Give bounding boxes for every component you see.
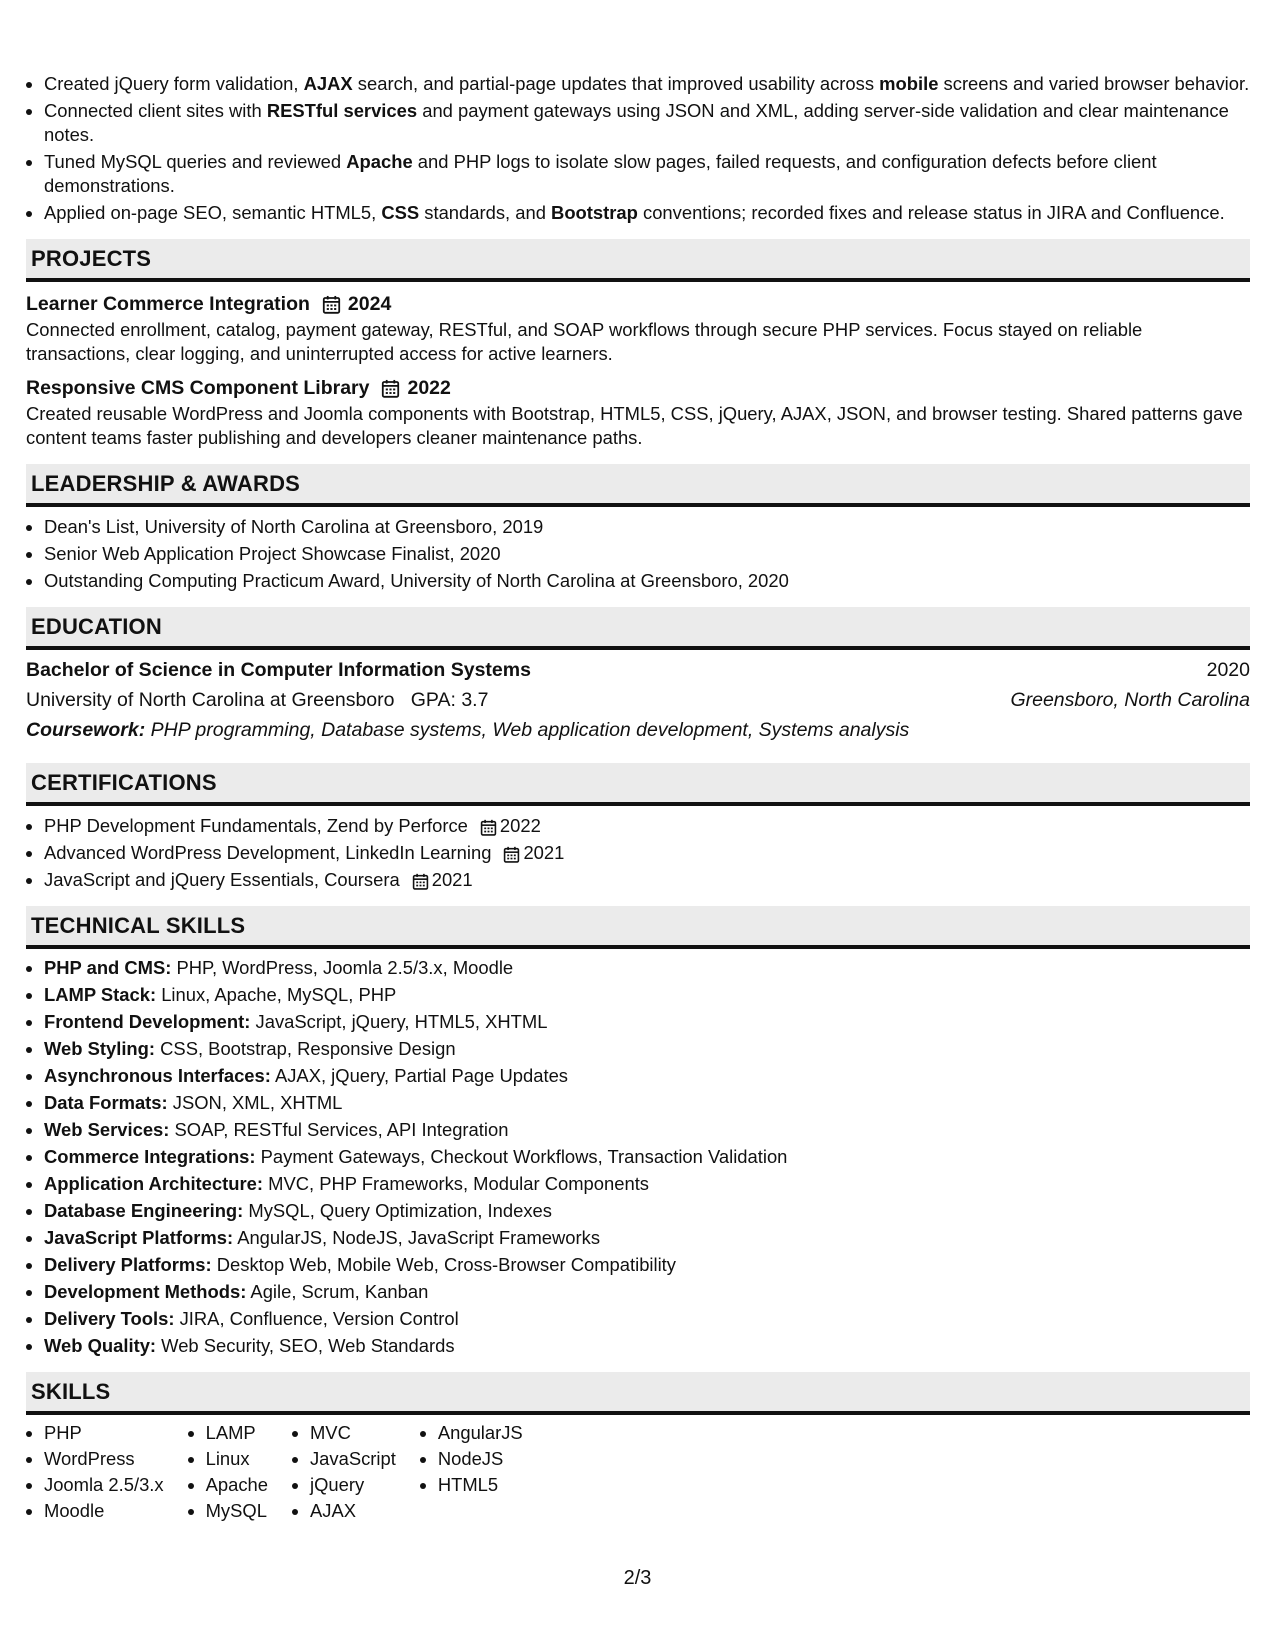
skill-item: • WordPress xyxy=(44,1447,164,1471)
certification-item xyxy=(44,841,1250,865)
skill-values: CSS, Bootstrap, Responsive Design xyxy=(155,1038,456,1059)
technical-skill-item xyxy=(44,1172,1250,1196)
certification-year: 2021 xyxy=(523,842,565,863)
calendar-icon xyxy=(480,819,497,836)
bullet-text: screens and varied browser behavior. xyxy=(938,73,1250,94)
bullet-text: and PHP logs to isolate slow pages, failed requests, and configuration defects before client demonstrations. xyxy=(44,151,1157,196)
section-title: LEADERSHIP & AWARDS xyxy=(31,471,301,496)
section-title: EDUCATION xyxy=(31,614,162,639)
skill-category: LAMP Stack: xyxy=(44,984,157,1005)
experience-bullet-list xyxy=(26,72,1250,225)
skill-item: • Moodle xyxy=(44,1499,164,1523)
skill-category: Delivery Platforms: xyxy=(44,1254,212,1275)
skill-values: Payment Gateways, Checkout Workflows, Transaction Validation xyxy=(255,1146,788,1167)
skill-item: • Linux xyxy=(206,1447,268,1471)
coursework-text: PHP programming, Database systems, Web application development, Systems analysis xyxy=(150,719,910,741)
experience-bullet xyxy=(44,99,1250,147)
technical-skill-item xyxy=(44,1064,1250,1088)
education-school-row xyxy=(26,685,1250,715)
skill-category: Web Styling: xyxy=(44,1038,156,1059)
skill-category: JavaScript Platforms: xyxy=(44,1227,234,1248)
keyword: Bootstrap xyxy=(551,202,638,223)
section-title: PROJECTS xyxy=(31,246,152,271)
skill-category: Data Formats: xyxy=(44,1092,168,1113)
projects-list xyxy=(26,290,1250,450)
award-item: • Dean's List, University of North Carolina at Greensboro, 2019 xyxy=(44,515,1250,539)
certification-name: Advanced WordPress Development, LinkedIn Learning xyxy=(44,842,492,863)
degree-title: Bachelor of Science in Computer Information Systems xyxy=(26,659,531,681)
project-title: Responsive CMS Component Library xyxy=(26,377,370,399)
project-item xyxy=(26,290,1250,366)
keyword: RESTful services xyxy=(266,100,418,121)
skill-values: Agile, Scrum, Kanban xyxy=(246,1281,429,1302)
technical-skills-list xyxy=(26,956,1250,1358)
calendar-icon xyxy=(381,379,400,398)
project-description: Created reusable WordPress and Joomla components with Bootstrap, HTML5, CSS, jQuery, AJAX, JSON, and browser testing. Shared patterns gave content teams faster publishing and developers cleaner maintenance paths. xyxy=(26,403,1243,448)
skill-values: Web Security, SEO, Web Standards xyxy=(156,1335,455,1356)
technical-skill-item xyxy=(44,1226,1250,1250)
technical-skill-item xyxy=(44,1307,1250,1331)
skill-values: Linux, Apache, MySQL, PHP xyxy=(156,984,397,1005)
technical-skill-item xyxy=(44,1199,1250,1223)
section-header-skills xyxy=(26,1372,1250,1415)
technical-skill-item xyxy=(44,1091,1250,1115)
skill-category: Frontend Development: xyxy=(44,1011,251,1032)
skill-category: Delivery Tools: xyxy=(44,1308,175,1329)
skill-category: Web Quality: xyxy=(44,1335,157,1356)
section-title: CERTIFICATIONS xyxy=(31,770,217,795)
project-year: 2022 xyxy=(407,377,451,399)
skill-item: • MySQL xyxy=(206,1499,268,1523)
skills-column xyxy=(292,1421,396,1525)
school-location: Greensboro, North Carolina xyxy=(1010,689,1250,711)
bullet-text: and payment gateways using JSON and XML, adding server-side validation and clear maintenance notes. xyxy=(44,100,1229,145)
skill-values: MVC, PHP Frameworks, Modular Components xyxy=(263,1173,650,1194)
section-title: SKILLS xyxy=(31,1379,111,1404)
section-header-certifications xyxy=(26,763,1250,806)
technical-skill-item xyxy=(44,956,1250,980)
certification-year: 2021 xyxy=(431,869,473,890)
education-degree-row xyxy=(26,655,1250,685)
skill-category: Application Architecture: xyxy=(44,1173,264,1194)
skills-column xyxy=(420,1421,523,1525)
section-header-technical-skills xyxy=(26,906,1250,949)
technical-skill-item xyxy=(44,983,1250,1007)
skills-grid xyxy=(26,1421,1250,1525)
skill-values: JSON, XML, XHTML xyxy=(167,1092,343,1113)
skill-category: Development Methods: xyxy=(44,1281,247,1302)
certification-year: 2022 xyxy=(499,815,541,836)
skill-item: • Apache xyxy=(206,1473,268,1497)
skill-category: Asynchronous Interfaces: xyxy=(44,1065,271,1086)
skill-category: PHP and CMS: xyxy=(44,957,172,978)
keyword: AJAX xyxy=(303,73,353,94)
experience-bullet xyxy=(44,150,1250,198)
bullet-text: Tuned MySQL queries and reviewed xyxy=(44,151,347,172)
section-title: TECHNICAL SKILLS xyxy=(31,913,246,938)
technical-skill-item xyxy=(44,1253,1250,1277)
keyword: Apache xyxy=(346,151,413,172)
skill-category: Web Services: xyxy=(44,1119,170,1140)
technical-skill-item xyxy=(44,1037,1250,1061)
project-year: 2024 xyxy=(347,293,392,315)
coursework-row xyxy=(26,715,1250,745)
experience-bullet xyxy=(44,201,1250,225)
bullet-text: Connected client sites with xyxy=(44,100,267,121)
skills-column xyxy=(188,1421,268,1525)
graduation-year: 2020 xyxy=(1206,659,1250,681)
section-header-education xyxy=(26,607,1250,650)
skill-values: SOAP, RESTful Services, API Integration xyxy=(169,1119,509,1140)
skill-values: AJAX, jQuery, Partial Page Updates xyxy=(270,1065,568,1086)
skill-values: Desktop Web, Mobile Web, Cross-Browser Compatibility xyxy=(211,1254,676,1275)
certification-name: PHP Development Fundamentals, Zend by Perforce xyxy=(44,815,468,836)
bullet-text: conventions; recorded fixes and release status in JIRA and Confluence. xyxy=(637,202,1225,223)
skill-item: • Joomla 2.5/3.x xyxy=(44,1473,164,1497)
experience-bullet xyxy=(44,72,1250,96)
certification-item xyxy=(44,868,1250,892)
skills-column xyxy=(26,1421,164,1525)
calendar-icon xyxy=(412,873,429,890)
certification-item xyxy=(44,814,1250,838)
page-number: 2/3 xyxy=(623,1567,652,1589)
bullet-text: search, and partial-page updates that improved usability across xyxy=(352,73,880,94)
skill-item: • LAMP xyxy=(206,1421,268,1445)
bullet-text: Created jQuery form validation, xyxy=(44,73,304,94)
skill-values: MySQL, Query Optimization, Indexes xyxy=(243,1200,552,1221)
project-title: Learner Commerce Integration xyxy=(26,293,310,315)
calendar-icon xyxy=(503,846,520,863)
skill-values: PHP, WordPress, Joomla 2.5/3.x, Moodle xyxy=(171,957,514,978)
gpa: GPA: 3.7 xyxy=(410,689,489,711)
skill-values: AngularJS, NodeJS, JavaScript Frameworks xyxy=(233,1227,601,1248)
skill-item: • AJAX xyxy=(310,1499,396,1523)
certification-name: JavaScript and jQuery Essentials, Coursera xyxy=(44,869,400,890)
skill-values: JavaScript, jQuery, HTML5, XHTML xyxy=(250,1011,548,1032)
project-item xyxy=(26,374,1250,450)
technical-skill-item xyxy=(44,1118,1250,1142)
leadership-list xyxy=(26,515,1250,593)
skill-values: JIRA, Confluence, Version Control xyxy=(174,1308,459,1329)
coursework-label: Coursework: xyxy=(26,719,146,741)
project-description: Connected enrollment, catalog, payment gateway, RESTful, and SOAP workflows through secure PHP services. Focus stayed on reliable transactions, clear logging, and uninterrupted access for active learners. xyxy=(26,319,1143,364)
skill-item: • jQuery xyxy=(310,1473,396,1497)
school-name: University of North Carolina at Greensboro xyxy=(26,689,395,711)
technical-skill-item xyxy=(44,1280,1250,1304)
project-title-row xyxy=(26,374,1250,402)
skill-item: • NodeJS xyxy=(438,1447,523,1471)
skill-item: • AngularJS xyxy=(438,1421,523,1445)
skill-category: Database Engineering: xyxy=(44,1200,244,1221)
award-item: • Outstanding Computing Practicum Award, University of North Carolina at Greensboro, 2020 xyxy=(44,569,1250,593)
section-header-leadership xyxy=(26,464,1250,507)
section-header-projects xyxy=(26,239,1250,282)
technical-skill-item xyxy=(44,1145,1250,1169)
project-title-row xyxy=(26,290,1250,318)
skill-item: • JavaScript xyxy=(310,1447,396,1471)
skill-item: • HTML5 xyxy=(438,1473,523,1497)
bullet-text: Applied on-page SEO, semantic HTML5, xyxy=(44,202,382,223)
certifications-list xyxy=(26,814,1250,892)
resume-page xyxy=(26,72,1250,1525)
technical-skill-item xyxy=(44,1010,1250,1034)
bullet-text: standards, and xyxy=(419,202,552,223)
skill-category: Commerce Integrations: xyxy=(44,1146,256,1167)
technical-skill-item xyxy=(44,1334,1250,1358)
calendar-icon xyxy=(322,295,341,314)
skill-item: • MVC xyxy=(310,1421,396,1445)
skill-item: • PHP xyxy=(44,1421,164,1445)
keyword: mobile xyxy=(879,73,939,94)
award-item: • Senior Web Application Project Showcase Finalist, 2020 xyxy=(44,542,1250,566)
keyword: CSS xyxy=(381,202,420,223)
